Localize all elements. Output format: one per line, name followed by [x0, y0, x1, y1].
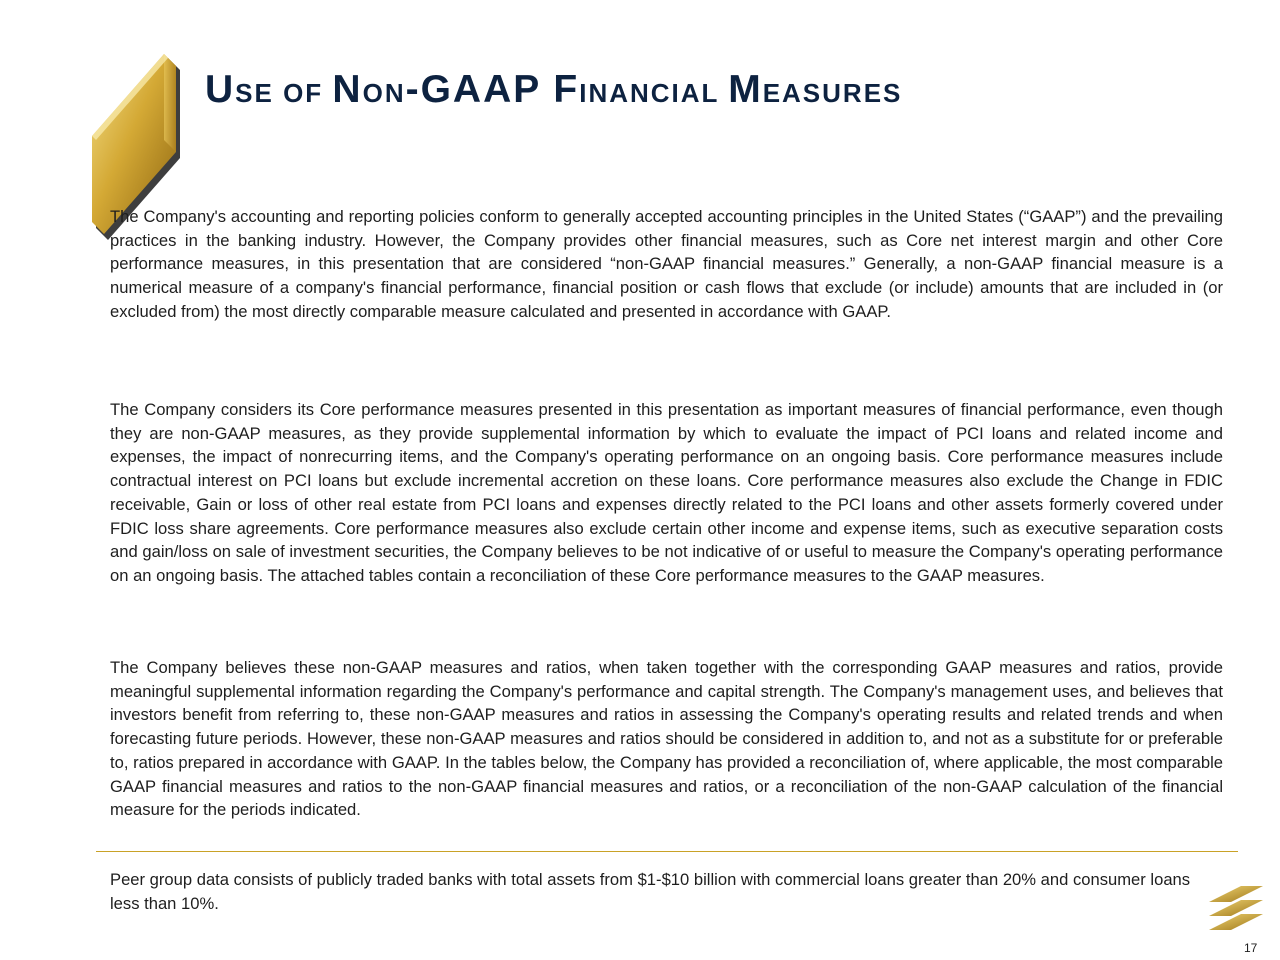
section-divider — [96, 851, 1238, 852]
title-part: SE OF — [235, 78, 333, 108]
paragraph-non-gaap-ratios: The Company believes these non-GAAP measures and ratios, when taken together with the corresponding GAAP measures and ratios, provide meaningful supplemental information regarding the Company's performance and capital strength. The Company's management uses, and believes that investors benefit from referring to, these non-GAAP measures and ratios in assessing the Company's operating results and related trends and when forecasting future periods. However, these non-GAAP measures and ratios should be considered in addition to, and not as a substitute for or preferable to, ratios prepared in accordance with GAAP. In the tables below, the Company has provided a reconciliation of, where applicable, the most comparable GAAP financial measures and ratios to the non-GAAP financial measures and ratios, or a reconciliation of the non-GAAP calculation of the financial measure for the periods indicated. — [110, 658, 1223, 820]
paragraph-gaap-policy: The Company's accounting and reporting policies conform to generally accepted accounting principles in the United States (“GAAP”) and the prevailing practices in the banking industry. However, the Company provides other financial measures, such as Core net interest margin and other Core performance measures, in this presentation that are considered “non-GAAP financial measures.” Generally, a non-GAAP financial measure is a numerical measure of a company's financial performance, financial position or cash flows that exclude (or include) amounts that are included in (or excluded from) the most directly comparable measure calculated and presented in accordance with GAAP. — [110, 207, 1223, 321]
title-part: EASURES — [762, 78, 903, 108]
title-part: U — [205, 68, 236, 111]
title-part: -GAAP — [405, 68, 554, 111]
footer-logo-icon — [1205, 884, 1267, 932]
title-part: F — [553, 68, 580, 111]
title-part: INANCIAL — [579, 78, 729, 108]
title-part: ON — [362, 78, 406, 108]
peer-group-note: Peer group data consists of publicly traded banks with total assets from $1-$10 billion with commercial loans greater than 20% and consumer loans less than 10%. — [110, 870, 1191, 913]
title-part: M — [728, 68, 763, 111]
paragraph-core-performance: The Company considers its Core performance measures presented in this presentation as important measures of financial performance, even though they are non-GAAP measures, as they provide supplemental information by which to evaluate the impact of PCI loans and related income and expenses, the impact of nonrecurring items, and the Company's operating performance on an ongoing basis. Core performance measures include contractual interest on PCI loans but exclude incremental accretion on these loans. Core performance measures also exclude the Change in FDIC receivable, Gain or loss of other real estate from PCI loans and expenses directly related to the PCI loans and other assets formerly covered under FDIC loss share agreements. Core performance measures also exclude certain other income and expense items, such as executive separation costs and gain/loss on sale of investment securities, the Company believes to be not indicative of or useful to measure the Company's operating performance on an ongoing basis. The attached tables contain a reconciliation of these Core performance measures to the GAAP measures. — [110, 400, 1223, 585]
page-number: 17 — [1244, 941, 1258, 955]
page-title — [205, 68, 902, 115]
title-part: N — [332, 68, 363, 111]
